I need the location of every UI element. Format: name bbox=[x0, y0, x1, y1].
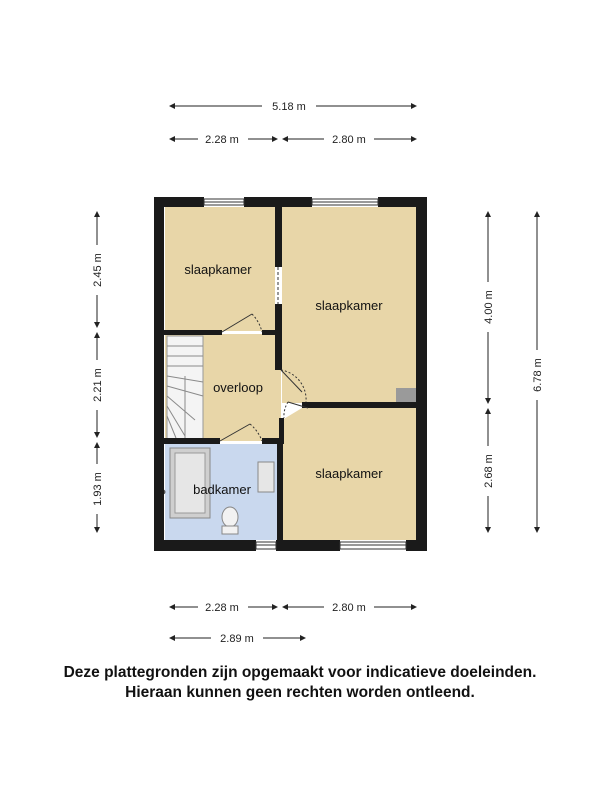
dim-bottom-left: 2.28 m bbox=[205, 602, 239, 614]
label-bedroom-top-left: slaapkamer bbox=[184, 262, 252, 277]
label-bedroom-bottom-right: slaapkamer bbox=[315, 466, 383, 481]
label-landing: overloop bbox=[213, 380, 263, 395]
disclaimer-line-1: Deze plattegronden zijn opgemaakt voor indicatieve doeleinden. bbox=[63, 664, 537, 681]
dim-right-upper: 4.00 m bbox=[483, 290, 495, 324]
label-bedroom-top-right: slaapkamer bbox=[315, 298, 383, 313]
label-bathroom: badkamer bbox=[193, 482, 251, 497]
dim-left-middle: 2.21 m bbox=[92, 368, 104, 402]
dim-top-right: 2.80 m bbox=[332, 134, 366, 146]
dim-bottom-stair: 2.89 m bbox=[220, 633, 254, 645]
toilet bbox=[222, 507, 238, 527]
dim-right-total: 6.78 m bbox=[532, 358, 544, 392]
dim-top-total: 5.18 m bbox=[272, 101, 306, 113]
sink bbox=[258, 462, 274, 492]
dim-right-lower: 2.68 m bbox=[483, 454, 495, 488]
dim-bottom-right: 2.80 m bbox=[332, 602, 366, 614]
disclaimer-line-2: Hieraan kunnen geen rechten worden ontleend. bbox=[125, 684, 475, 701]
dim-left-top: 2.45 m bbox=[92, 253, 104, 287]
dim-top-left: 2.28 m bbox=[205, 134, 239, 146]
dim-left-bottom: 1.93 m bbox=[92, 472, 104, 506]
staircase bbox=[167, 336, 203, 439]
